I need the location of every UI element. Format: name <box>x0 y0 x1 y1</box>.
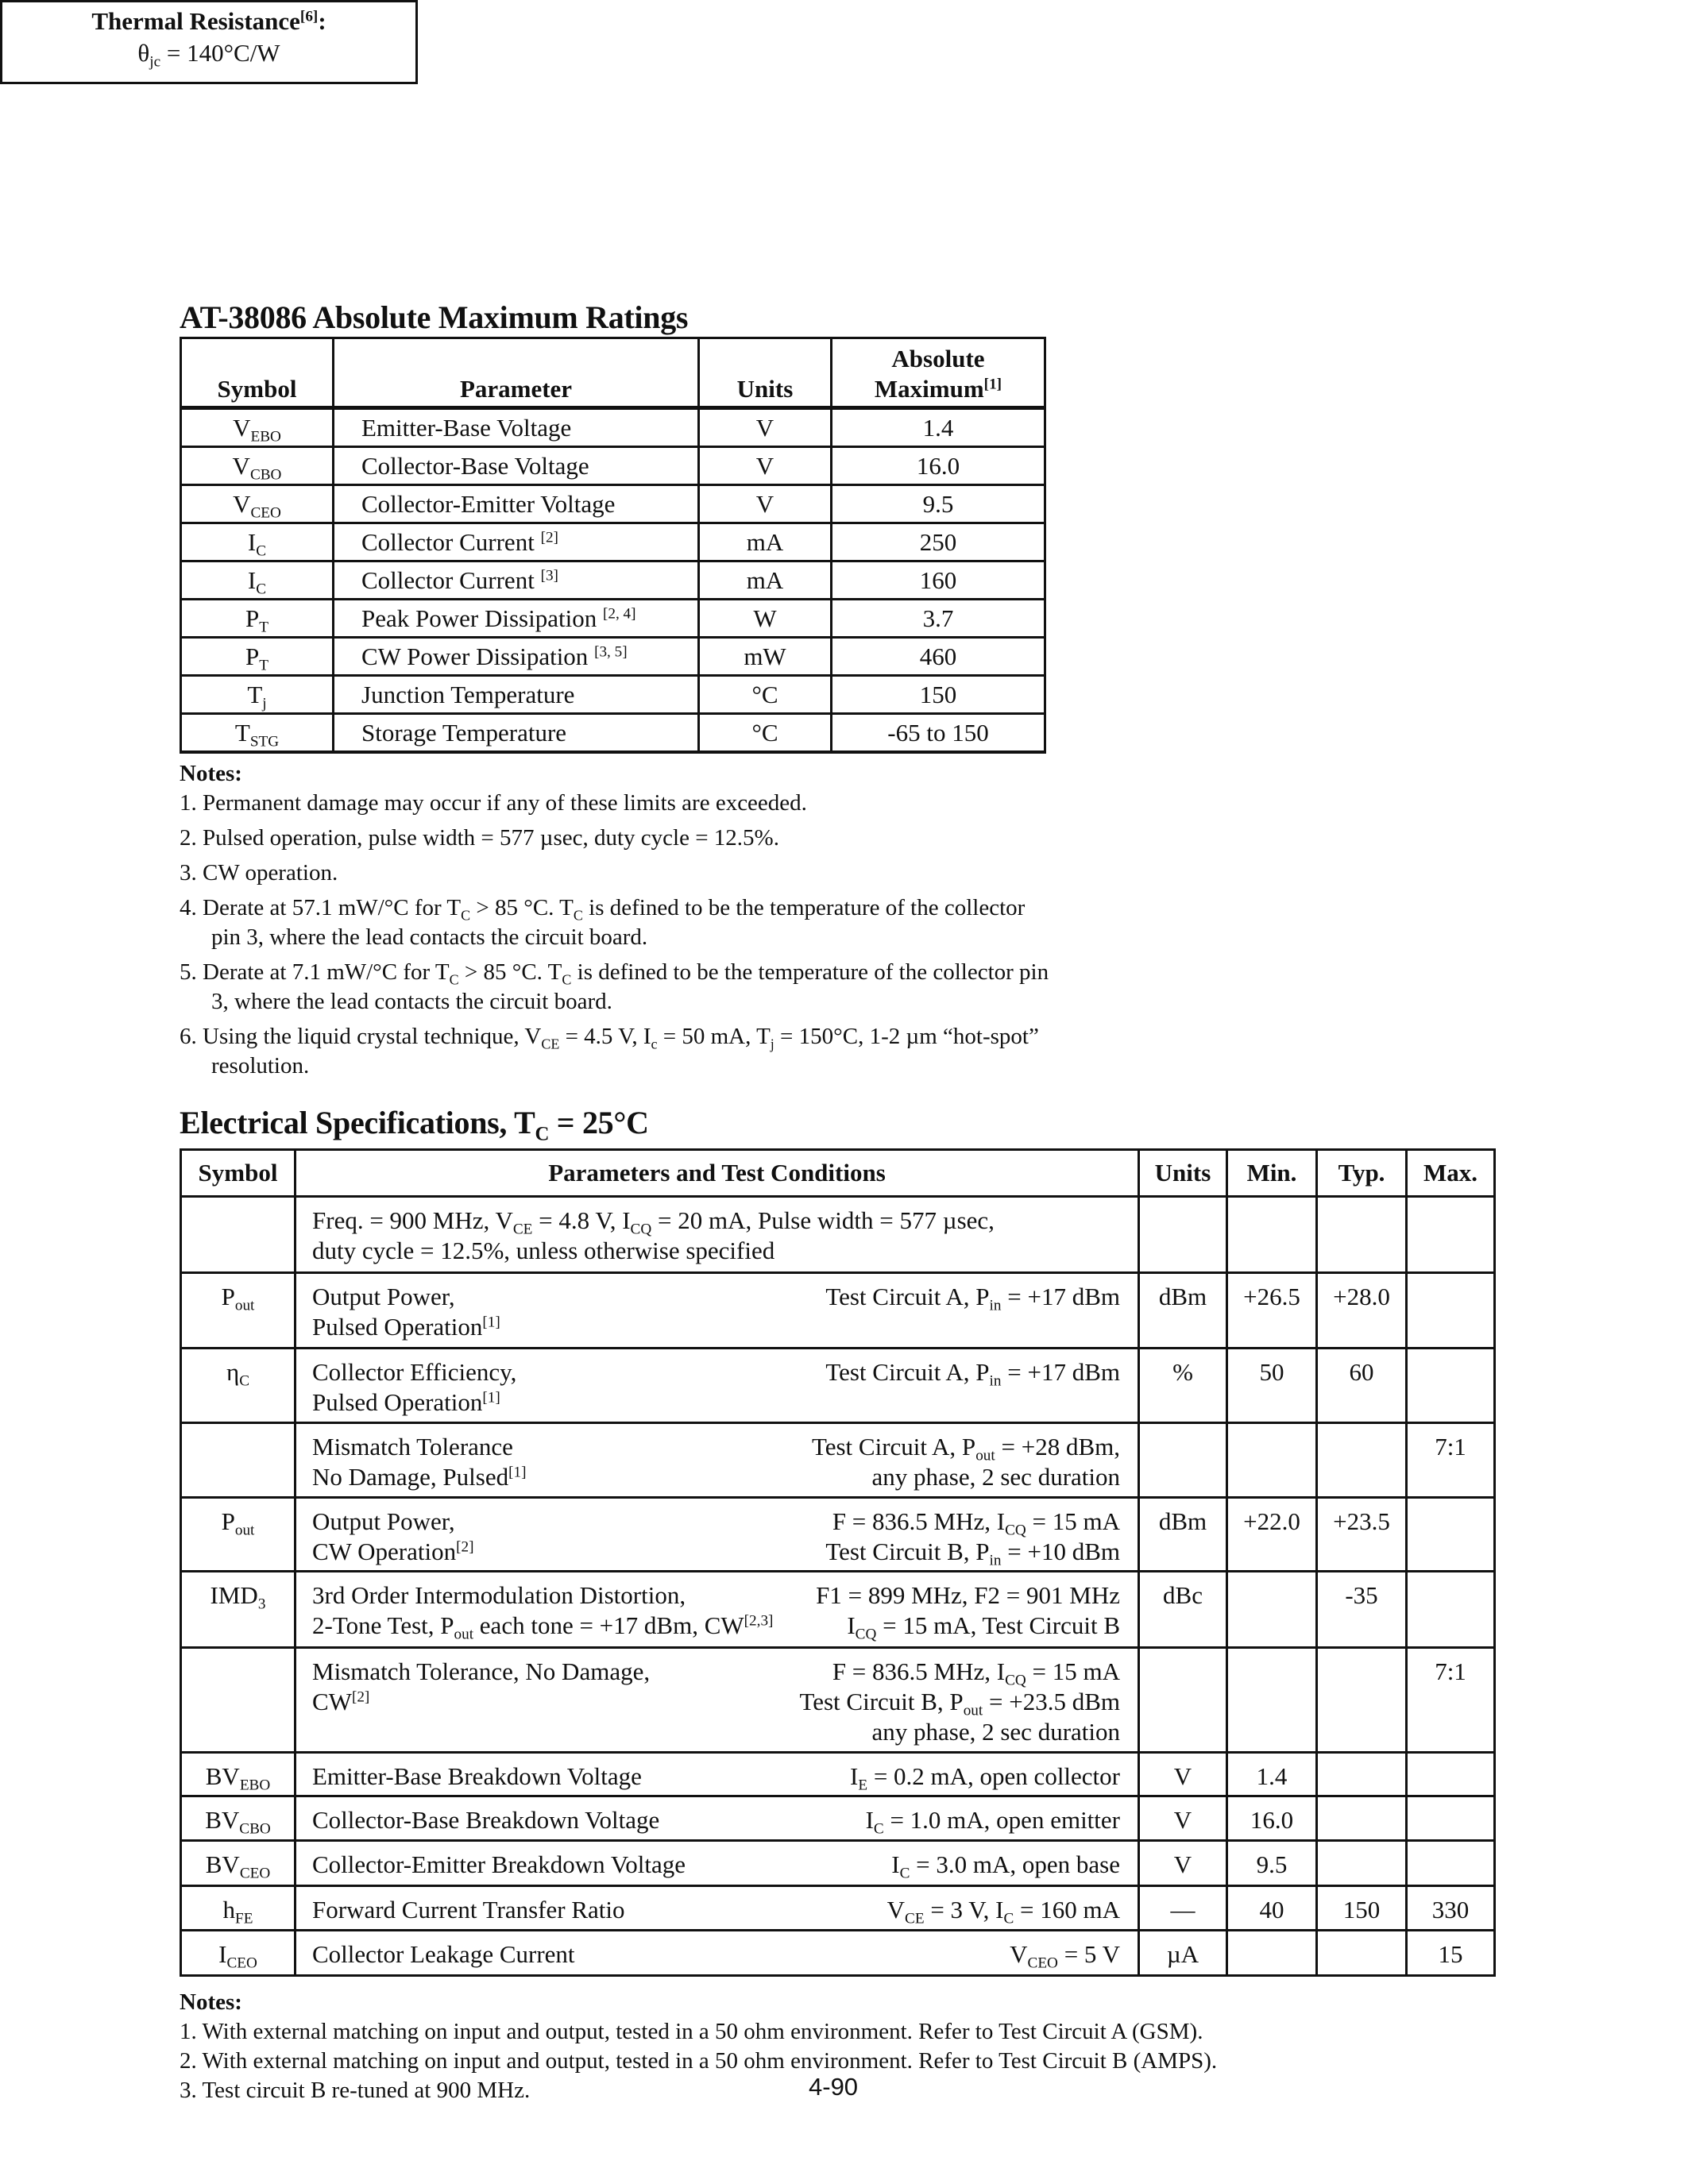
symbol-cell: $I_{CEO}$ <box>181 1931 295 1976</box>
units-cell: — <box>1139 1886 1227 1931</box>
symbol-cell: $I_C$ <box>181 561 334 600</box>
units-cell: W <box>699 600 832 638</box>
units-cell <box>1139 1423 1227 1498</box>
min-cell <box>1227 1648 1317 1753</box>
conditions-cell <box>295 1197 1139 1273</box>
units-cell <box>1139 1648 1227 1753</box>
table-row <box>181 1423 1495 1498</box>
max-cell: 330 <box>1407 1886 1495 1931</box>
max-cell: -65 to 150 <box>832 714 1045 753</box>
text-line: Freq. = 900 MHz, $V_{CE} = 4.8$ V, $I_{CQ} = 20$ mA, Pulse width = 577 µsec, <box>312 1206 995 1238</box>
parameter-cell: Storage Temperature <box>334 714 699 753</box>
conditions-cell <box>295 1498 1139 1572</box>
symbol-cell <box>181 1648 295 1753</box>
test-conditions <box>825 1282 1120 1312</box>
text-line: Mismatch Tolerance, No Damage, <box>312 1657 651 1685</box>
table-row <box>181 638 1045 676</box>
table-row <box>181 1841 1495 1886</box>
text-line: CW Operation[2] <box>312 1538 474 1565</box>
test-conditions <box>865 1805 1120 1838</box>
text-line: Output Power, <box>312 1283 455 1310</box>
text-line: duty cycle = 12.5%, unless otherwise specified <box>312 1237 775 1264</box>
text-line: $V_{CE} = 3$ V, $I_C = 160$ mA <box>886 1896 1120 1927</box>
conditions-cell <box>295 1931 1139 1976</box>
symbol-cell: $h_{FE}$ <box>181 1886 295 1931</box>
abs-max-table <box>180 337 1046 754</box>
conditions-cell <box>295 1886 1139 1931</box>
units-cell: °C <box>699 676 832 714</box>
min-cell: 50 <box>1227 1349 1317 1423</box>
parameter-cell: CW Power Dissipation [3, 5] <box>334 638 699 676</box>
note-item: 3. CW operation. <box>180 860 338 886</box>
thermal-resistance-box <box>0 0 418 84</box>
test-conditions <box>816 1580 1120 1641</box>
text-line: CW[2] <box>312 1688 370 1715</box>
symbol-cell: $\eta_C$ <box>181 1349 295 1423</box>
units-cell: V <box>1139 1753 1227 1796</box>
min-cell <box>1227 1931 1317 1976</box>
parameter-text <box>312 1850 686 1880</box>
text-line: Collector Leakage Current <box>312 1940 575 1968</box>
parameter-text <box>312 1580 773 1641</box>
symbol-cell: $BV_{EBO}$ <box>181 1753 295 1796</box>
table-row <box>181 408 1045 447</box>
parameter-text <box>312 1805 659 1835</box>
text-line: Emitter-Base Breakdown Voltage <box>312 1762 642 1790</box>
max-cell: 16.0 <box>832 447 1045 485</box>
symbol-cell: $V_{CEO}$ <box>181 485 334 523</box>
typ-cell <box>1317 1753 1407 1796</box>
parameter-text <box>312 1206 995 1266</box>
electrical-specs-title: Electrical Specifications, $T_C = 25^\circ C$ <box>180 1105 649 1145</box>
text-line: 3rd Order Intermodulation Distortion, <box>312 1581 686 1609</box>
test-conditions <box>825 1357 1120 1390</box>
text-line: $I_C = 1.0$ mA, open emitter <box>865 1806 1120 1838</box>
text-line: $I_E = 0.2$ mA, open collector <box>850 1762 1120 1794</box>
conditions-cell <box>295 1753 1139 1796</box>
table-row <box>181 1498 1495 1572</box>
text-line: Test Circuit A, $P_{out} = +28$ dBm, <box>811 1433 1120 1464</box>
symbol-cell: $BV_{CBO}$ <box>181 1796 295 1841</box>
max-cell <box>1407 1796 1495 1841</box>
note-item: 6. Using the liquid crystal technique, $V_{CE} = 4.5$ V, $I_c = 50$ mA, $T_j = 150^\circ C$, 1-2 µm “hot-spot” resolution. <box>180 1024 1039 1078</box>
typ-cell <box>1317 1931 1407 1976</box>
min-cell: 9.5 <box>1227 1841 1317 1886</box>
typ-cell <box>1317 1423 1407 1498</box>
text-line: F1 = 899 MHz, F2 = 901 MHz <box>816 1581 1120 1609</box>
units-cell: µA <box>1139 1931 1227 1976</box>
typ-cell: 150 <box>1317 1886 1407 1931</box>
parameter-text <box>312 1432 527 1492</box>
parameter-cell: Emitter-Base Voltage <box>334 408 699 447</box>
min-cell <box>1227 1197 1317 1273</box>
thermal-resistance-title: Thermal Resistance[6]: <box>91 7 326 35</box>
text-line: Pulsed Operation[1] <box>312 1313 500 1341</box>
text-line: No Damage, Pulsed[1] <box>312 1463 527 1491</box>
max-cell <box>1407 1498 1495 1572</box>
note-item: 1. Permanent damage may occur if any of these limits are exceeded. <box>180 790 807 816</box>
max-cell: 250 <box>832 523 1045 561</box>
text-line: Test Circuit A, $P_{in} = +17$ dBm <box>825 1283 1120 1314</box>
header-units: Units <box>1139 1150 1227 1197</box>
text-line: 2-Tone Test, $P_{out}$ each tone = +17 dBm, CW[2,3] <box>312 1611 774 1643</box>
units-cell: mA <box>699 523 832 561</box>
header-symbol: Symbol <box>181 1150 295 1197</box>
parameter-text <box>312 1657 650 1717</box>
units-cell: mW <box>699 638 832 676</box>
max-cell <box>1407 1572 1495 1648</box>
max-cell <box>1407 1841 1495 1886</box>
text-line: Test Circuit A, $P_{in} = +17$ dBm <box>825 1358 1120 1390</box>
symbol-cell: $V_{CBO}$ <box>181 447 334 485</box>
table-row <box>181 714 1045 753</box>
parameter-cell: Peak Power Dissipation [2, 4] <box>334 600 699 638</box>
symbol-cell <box>181 1197 295 1273</box>
parameter-cell: Collector-Base Voltage <box>334 447 699 485</box>
text-line: Output Power, <box>312 1507 455 1535</box>
text-line: Forward Current Transfer Ratio <box>312 1896 625 1924</box>
max-cell <box>1407 1197 1495 1273</box>
test-conditions <box>825 1507 1120 1567</box>
typ-cell <box>1317 1841 1407 1886</box>
typ-cell: 60 <box>1317 1349 1407 1423</box>
note-item: 5. Derate at 7.1 mW/°C for $T_C > 85$ °C. $T_C$ is defined to be the temperature of the collector pin 3, where the lead contacts the circuit board. <box>180 959 1049 1014</box>
units-cell: dBm <box>1139 1273 1227 1349</box>
test-conditions <box>812 1432 1120 1492</box>
text-line: Test Circuit B, $P_{in} = +10$ dBm <box>825 1538 1120 1569</box>
text-line: Collector Efficiency, <box>312 1358 517 1386</box>
table-row <box>181 1273 1495 1349</box>
test-conditions <box>1010 1939 1120 1970</box>
parameter-text <box>312 1895 624 1925</box>
min-cell: 1.4 <box>1227 1753 1317 1796</box>
table-row <box>181 676 1045 714</box>
note-item: 1. With external matching on input and output, tested in a 50 ohm environment. Refer to Test Circuit A (GSM). <box>180 2019 1203 2044</box>
parameter-cell: Collector Current [2] <box>334 523 699 561</box>
min-cell: +22.0 <box>1227 1498 1317 1572</box>
max-cell: 1.4 <box>832 408 1045 447</box>
conditions-cell <box>295 1349 1139 1423</box>
text-line: Test Circuit B, $P_{out} = +23.5$ dBm <box>799 1688 1120 1719</box>
max-cell <box>1407 1273 1495 1349</box>
text-line: F = 836.5 MHz, $I_{CQ} = 15$ mA <box>832 1657 1120 1689</box>
symbol-cell: $IMD_3$ <box>181 1572 295 1648</box>
symbol-cell: $P_T$ <box>181 638 334 676</box>
note-item: 2. Pulsed operation, pulse width = 577 µsec, duty cycle = 12.5%. <box>180 825 779 851</box>
text-line: $I_{CQ} = 15$ mA, Test Circuit B <box>847 1611 1120 1643</box>
max-cell: 460 <box>832 638 1045 676</box>
conditions-cell <box>295 1273 1139 1349</box>
header-symbol: Symbol <box>181 338 334 408</box>
units-cell <box>1139 1197 1227 1273</box>
header-min: Min. <box>1227 1150 1317 1197</box>
units-cell: V <box>1139 1841 1227 1886</box>
header-conditions: Parameters and Test Conditions <box>295 1150 1139 1197</box>
min-cell: 16.0 <box>1227 1796 1317 1841</box>
table-row <box>181 1796 1495 1841</box>
header-parameter: Parameter <box>334 338 699 408</box>
conditions-cell <box>295 1423 1139 1498</box>
min-cell <box>1227 1572 1317 1648</box>
text-line: any phase, 2 sec duration <box>871 1718 1120 1746</box>
symbol-cell <box>181 1423 295 1498</box>
note-item: 3. Test circuit B re-tuned at 900 MHz. <box>180 2078 531 2103</box>
conditions-cell <box>295 1841 1139 1886</box>
max-cell: 7:1 <box>1407 1648 1495 1753</box>
text-line: $V_{CEO} = 5$ V <box>1010 1940 1120 1972</box>
conditions-cell <box>295 1648 1139 1753</box>
test-conditions <box>850 1761 1120 1792</box>
parameter-text <box>312 1282 500 1342</box>
table-row <box>181 1931 1495 1976</box>
thermal-resistance-value: $\theta_{jc} = 140^\circ C/W$ <box>137 39 280 71</box>
table-row <box>181 1197 1495 1273</box>
parameter-text <box>312 1357 516 1418</box>
table-row <box>181 447 1045 485</box>
notes-heading: Notes: <box>180 761 242 786</box>
max-cell: 9.5 <box>832 485 1045 523</box>
symbol-cell: $T_j$ <box>181 676 334 714</box>
typ-cell: -35 <box>1317 1572 1407 1648</box>
typ-cell: +28.0 <box>1317 1273 1407 1349</box>
header-absolute-maximum: Absolute Maximum[1] <box>832 338 1045 408</box>
max-cell <box>1407 1349 1495 1423</box>
conditions-cell <box>295 1572 1139 1648</box>
symbol-cell: $V_{EBO}$ <box>181 408 334 447</box>
notes-heading: Notes: <box>180 1989 242 2015</box>
parameter-text <box>312 1761 642 1792</box>
text-line: $I_C = 3.0$ mA, open base <box>891 1850 1120 1882</box>
units-cell: °C <box>699 714 832 753</box>
typ-cell <box>1317 1648 1407 1753</box>
test-conditions <box>799 1657 1120 1747</box>
symbol-cell: $P_T$ <box>181 600 334 638</box>
units-cell: % <box>1139 1349 1227 1423</box>
text-line: Pulsed Operation[1] <box>312 1388 500 1416</box>
abs-max-title: AT-38086 Absolute Maximum Ratings <box>180 299 689 335</box>
parameter-cell: Junction Temperature <box>334 676 699 714</box>
units-cell: dBm <box>1139 1498 1227 1572</box>
units-cell: dBc <box>1139 1572 1227 1648</box>
text-line: F = 836.5 MHz, $I_{CQ} = 15$ mA <box>832 1507 1120 1539</box>
max-cell: 150 <box>832 676 1045 714</box>
max-cell: 160 <box>832 561 1045 600</box>
header-max: Max. <box>1407 1150 1495 1197</box>
text-line: any phase, 2 sec duration <box>871 1463 1120 1491</box>
symbol-cell: $BV_{CEO}$ <box>181 1841 295 1886</box>
table-row <box>181 600 1045 638</box>
parameter-text <box>312 1507 474 1567</box>
text-line: Collector-Emitter Breakdown Voltage <box>312 1850 686 1878</box>
test-conditions <box>891 1850 1120 1880</box>
table-row <box>181 485 1045 523</box>
header-typ: Typ. <box>1317 1150 1407 1197</box>
symbol-cell: $P_{out}$ <box>181 1498 295 1572</box>
table-row <box>181 561 1045 600</box>
min-cell: 40 <box>1227 1886 1317 1931</box>
abs-max-notes <box>180 759 1053 1086</box>
units-cell: mA <box>699 561 832 600</box>
table-row <box>181 523 1045 561</box>
table-row <box>181 1349 1495 1423</box>
max-cell <box>1407 1753 1495 1796</box>
parameter-text <box>312 1939 575 1970</box>
min-cell: +26.5 <box>1227 1273 1317 1349</box>
parameter-cell: Collector-Emitter Voltage <box>334 485 699 523</box>
header-units: Units <box>699 338 832 408</box>
test-conditions <box>887 1895 1120 1925</box>
units-cell: V <box>1139 1796 1227 1841</box>
max-cell: 15 <box>1407 1931 1495 1976</box>
note-item: 2. With external matching on input and output, tested in a 50 ohm environment. Refer to Test Circuit B (AMPS). <box>180 2048 1218 2074</box>
electrical-specs-table <box>180 1148 1496 1977</box>
text-line: Mismatch Tolerance <box>312 1433 513 1461</box>
symbol-cell: $P_{out}$ <box>181 1273 295 1349</box>
units-cell: V <box>699 408 832 447</box>
conditions-cell <box>295 1796 1139 1841</box>
table-row <box>181 1648 1495 1753</box>
units-cell: V <box>699 485 832 523</box>
note-item: 4. Derate at 57.1 mW/°C for $T_C > 85$ °C. $T_C$ is defined to be the temperature of the collector pin 3, where the lead contacts the circuit board. <box>180 895 1026 950</box>
parameter-cell: Collector Current [3] <box>334 561 699 600</box>
table-row <box>181 1886 1495 1931</box>
symbol-cell: $T_{STG}$ <box>181 714 334 753</box>
typ-cell <box>1317 1197 1407 1273</box>
typ-cell <box>1317 1796 1407 1841</box>
text-line: Collector-Base Breakdown Voltage <box>312 1806 660 1834</box>
page-number: 4-90 <box>809 2073 859 2101</box>
table-row <box>181 1572 1495 1648</box>
symbol-cell: $I_C$ <box>181 523 334 561</box>
max-cell: 7:1 <box>1407 1423 1495 1498</box>
min-cell <box>1227 1423 1317 1498</box>
max-cell: 3.7 <box>832 600 1045 638</box>
units-cell: V <box>699 447 832 485</box>
typ-cell: +23.5 <box>1317 1498 1407 1572</box>
table-row <box>181 1753 1495 1796</box>
